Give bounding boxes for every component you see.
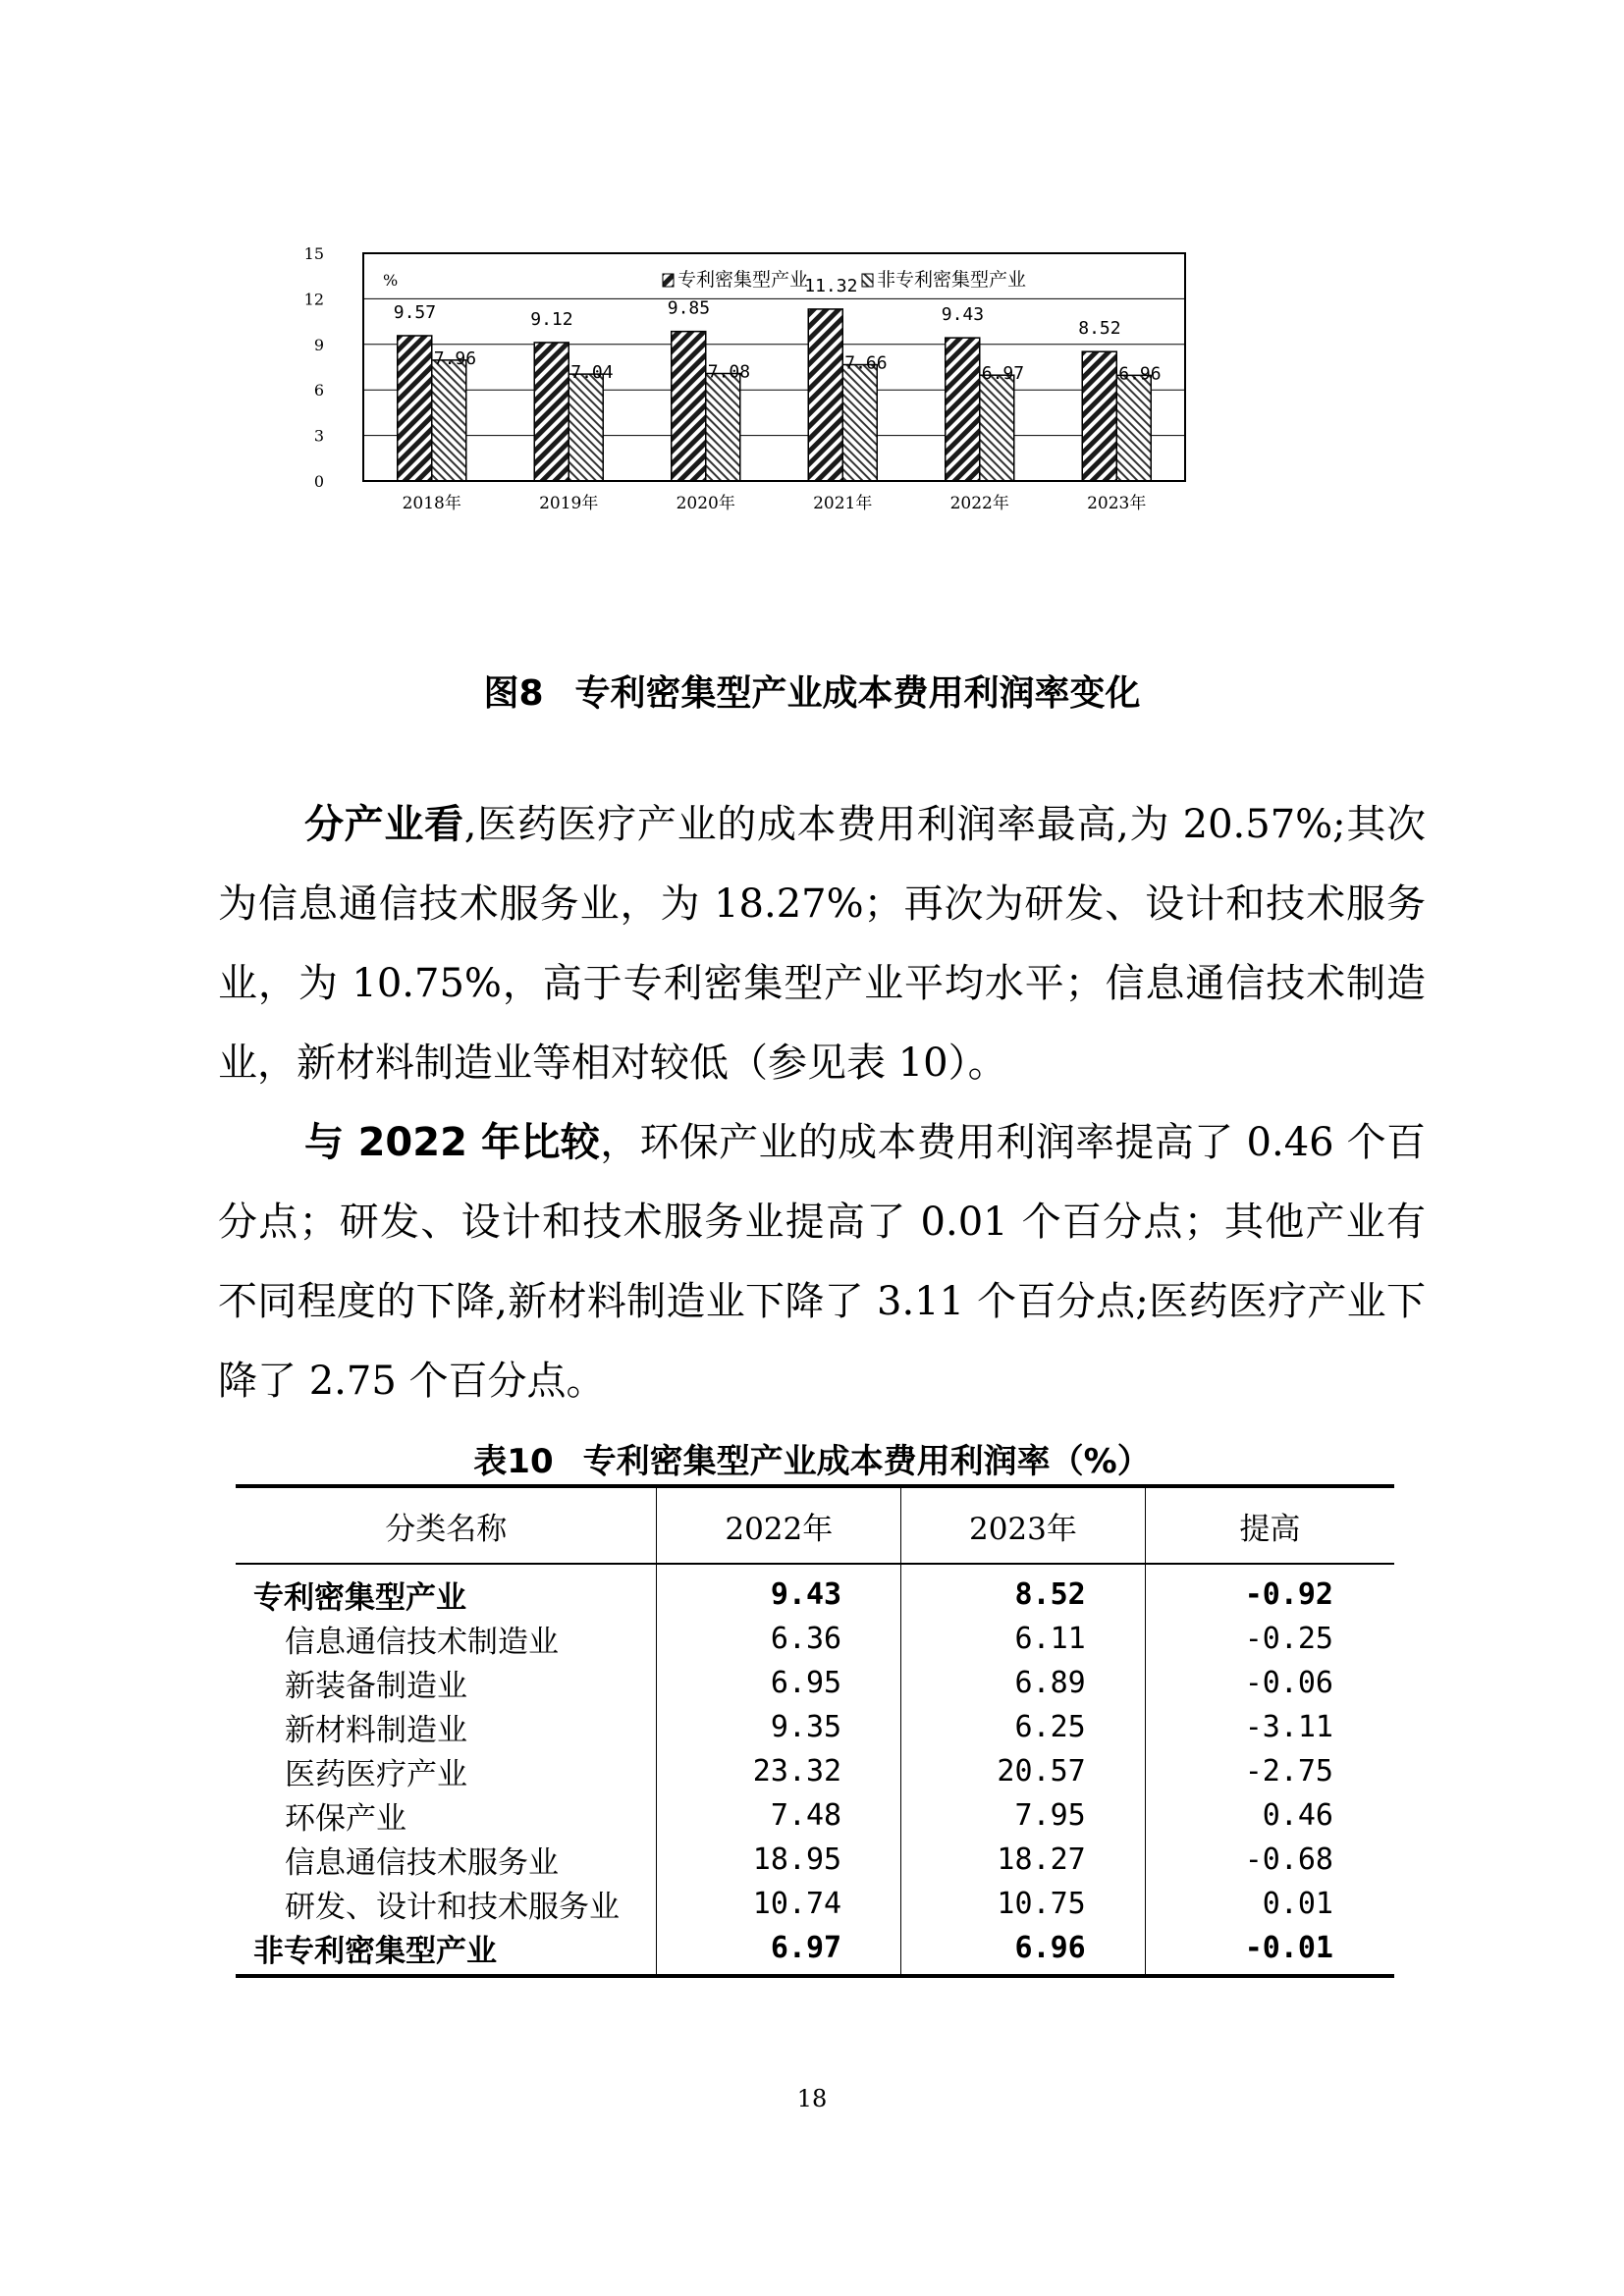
row-name: 医药医疗产业 (236, 1749, 657, 1793)
row-name: 环保产业 (236, 1793, 657, 1838)
header-change: 提高 (1145, 1486, 1394, 1564)
legend-swatch-patent (663, 274, 674, 287)
data-label: 9.57 (393, 301, 437, 323)
row-2023: 6.96 (901, 1926, 1146, 1976)
row-2022: 18.95 (657, 1838, 901, 1882)
x-tick-label: 2023年 (1087, 494, 1147, 513)
row-2023: 18.27 (901, 1838, 1146, 1882)
row-name: 新材料制造业 (236, 1705, 657, 1749)
legend-label-patent: 专利密集型产业 (677, 269, 809, 291)
bar-patent (1082, 351, 1116, 481)
table-row (236, 1882, 1394, 1926)
data-label: 7.96 (433, 347, 477, 369)
data-label: 7.04 (570, 362, 614, 384)
row-2022: 23.32 (657, 1749, 901, 1793)
row-2023: 20.57 (901, 1749, 1146, 1793)
bar-patent (672, 332, 706, 481)
paragraph-body: ,医药医疗产业的成本费用利润率最高,为 20.57%;其次为信息通信技术服务业，为 18.27%；再次为研发、设计和技术服务业，为 10.75%，高于专利密集型产业平均水平；信息通信技术制造业，新材料制造业等相对较低（参见表 10）。 (218, 802, 1427, 1086)
paragraph-lead: 与 2022 年比较 (304, 1120, 601, 1165)
row-2023: 6.25 (901, 1705, 1146, 1749)
data-label: 9.85 (667, 297, 711, 319)
table-row (236, 1564, 1394, 1617)
y-tick-label: 6 (313, 381, 324, 400)
page-number: 18 (796, 2085, 828, 2112)
data-label: 6.96 (1118, 363, 1162, 385)
paragraph-body: ，环保产业的成本费用利润率提高了 0.46 个百分点；研发、设计和技术服务业提高了 0.01 个百分点；其他产业有不同程度的下降,新材料制造业下降了 3.11 个百分点;医药医疗产业下降了 2.75 个百分点。 (218, 1120, 1426, 1404)
row-2022: 6.36 (657, 1617, 901, 1661)
paragraph-by-industry (218, 785, 1426, 1103)
row-change: -0.68 (1244, 1842, 1333, 1877)
row-name: 信息通信技术制造业 (236, 1617, 657, 1661)
row-change: 0.01 (1262, 1887, 1333, 1921)
data-label: 9.43 (941, 304, 985, 326)
bar-nonpatent (568, 374, 603, 481)
row-2023: 6.89 (901, 1661, 1146, 1705)
header-2023: 2023年 (901, 1486, 1146, 1564)
bar-patent (808, 309, 842, 481)
row-change: -0.01 (1145, 1926, 1394, 1976)
table-row (236, 1749, 1394, 1793)
bar-nonpatent (842, 365, 877, 481)
paragraph-lead: 分产业看 (304, 802, 464, 847)
x-tick-label: 2021年 (813, 494, 873, 513)
row-change: -2.75 (1244, 1754, 1333, 1789)
row-2022: 6.97 (657, 1926, 901, 1976)
data-label: 8.52 (1078, 318, 1121, 340)
row-2023: 6.11 (901, 1617, 1146, 1661)
x-tick-label: 2022年 (949, 494, 1009, 513)
unit-label: % (383, 271, 399, 290)
row-2022: 10.74 (657, 1882, 901, 1926)
x-tick-label: 2019年 (539, 494, 599, 513)
row-2023: 8.52 (901, 1564, 1146, 1617)
row-change: -0.92 (1244, 1577, 1333, 1612)
y-tick-label: 3 (313, 426, 324, 446)
row-2022: 7.48 (657, 1793, 901, 1838)
table-row (236, 1926, 1394, 1976)
table-title (0, 1434, 1624, 1482)
row-2023: 10.75 (901, 1882, 1146, 1926)
y-tick-label: 0 (313, 472, 324, 491)
table-row (236, 1661, 1394, 1705)
figure-number: 图8 (483, 673, 544, 714)
legend-label-nonpatent: 非专利密集型产业 (877, 269, 1027, 291)
figure-title: 专利密集型产业成本费用利润率变化 (574, 673, 1141, 714)
row-name: 新装备制造业 (236, 1661, 657, 1705)
data-label: 7.66 (844, 352, 888, 374)
data-label: 6.97 (981, 363, 1025, 385)
table-number: 表10 (473, 1442, 554, 1481)
data-label: 11.32 (804, 275, 858, 296)
bar-nonpatent (706, 373, 740, 481)
row-2023: 7.95 (901, 1793, 1146, 1838)
data-label: 7.08 (707, 361, 751, 383)
row-name: 非专利密集型产业 (236, 1926, 657, 1976)
row-change: 0.46 (1262, 1798, 1333, 1833)
header-category: 分类名称 (236, 1486, 657, 1564)
y-tick-label: 12 (304, 290, 324, 309)
table-row (236, 1705, 1394, 1749)
table-row (236, 1838, 1394, 1882)
bar-nonpatent (1116, 375, 1151, 481)
row-change: -3.11 (1244, 1710, 1333, 1744)
bar-patent (946, 338, 980, 481)
row-name: 信息通信技术服务业 (236, 1838, 657, 1882)
row-change: -0.06 (1244, 1666, 1333, 1700)
x-tick-label: 2018年 (402, 494, 461, 513)
data-label: 9.12 (530, 308, 573, 330)
paragraph-year-comparison (218, 1103, 1426, 1421)
legend-swatch-nonpatent (862, 274, 873, 287)
x-tick-label: 2020年 (676, 494, 735, 513)
bar-patent (398, 336, 432, 481)
y-tick-label: 15 (304, 244, 324, 263)
row-2022: 9.35 (657, 1705, 901, 1749)
row-2022: 6.95 (657, 1661, 901, 1705)
y-tick-label: 9 (313, 335, 324, 354)
row-name: 专利密集型产业 (236, 1564, 657, 1617)
table-row (236, 1793, 1394, 1838)
table-header-row (236, 1486, 1394, 1564)
row-name: 研发、设计和技术服务业 (236, 1882, 657, 1926)
row-change: -0.25 (1244, 1622, 1333, 1656)
row-2022: 9.43 (657, 1564, 901, 1617)
bar-patent (534, 343, 568, 481)
table-title-text: 专利密集型产业成本费用利润率（%） (582, 1442, 1151, 1481)
bar-nonpatent (980, 375, 1014, 481)
profit-rate-chart (304, 240, 1345, 653)
figure-caption (0, 666, 1624, 716)
header-2022: 2022年 (657, 1486, 901, 1564)
bar-nonpatent (432, 360, 466, 481)
profit-rate-table (236, 1484, 1394, 1978)
table-row (236, 1617, 1394, 1661)
